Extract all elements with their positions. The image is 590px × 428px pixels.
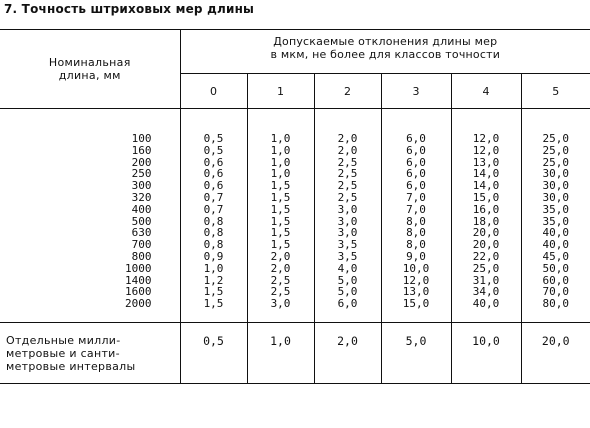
table-cell: 250 [131, 167, 152, 181]
table-cell: 3,5 [337, 238, 358, 252]
extra-value-class-3: 5,0 [381, 322, 451, 383]
class-2-column [314, 109, 381, 323]
nominal-length-header: Номинальная длина, мм [0, 30, 180, 109]
table-cell: 0,8 [203, 226, 224, 240]
table-cell: 14,0 [472, 167, 500, 181]
class-4-column [451, 109, 521, 323]
table-cell: 320 [131, 190, 152, 204]
table-cell: 500 [131, 214, 152, 228]
table-cell: 3,5 [337, 249, 358, 263]
class-header-5: 5 [521, 74, 590, 109]
table-cell: 35,0 [542, 202, 570, 216]
table-cell: 25,0 [472, 261, 500, 275]
extra-value-class-0: 0,5 [180, 322, 247, 383]
table-cell: 200 [131, 155, 152, 169]
table-cell: 4,0 [337, 261, 358, 275]
table-cell: 50,0 [542, 261, 570, 275]
table-cell: 12,0 [402, 273, 430, 287]
table-cell: 1600 [125, 285, 152, 299]
table-cell: 2000 [125, 297, 152, 311]
header-row-1 [0, 30, 590, 74]
tolerance-group-header: Допускаемые отклонения длины мер в мкм, не более для классов точности [180, 30, 590, 74]
table-cell: 70,0 [542, 285, 570, 299]
table-cell: 8,0 [406, 238, 426, 252]
table-cell: 6,0 [406, 167, 426, 181]
extra-value-class-4: 10,0 [451, 322, 521, 383]
table-cell: 30,0 [542, 190, 570, 204]
table-cell: 40,0 [542, 238, 570, 252]
table-cell: 2,5 [270, 273, 291, 287]
table-cell: 80,0 [542, 297, 570, 311]
table-cell: 0,5 [203, 143, 224, 157]
table-cell: 6,0 [406, 179, 426, 193]
table-cell: 0,6 [203, 155, 224, 169]
table-cell: 12,0 [472, 132, 500, 145]
table-cell: 2,0 [270, 261, 291, 275]
class-header-3: 3 [381, 74, 451, 109]
table-cell: 31,0 [472, 273, 500, 287]
table-cell: 15,0 [472, 190, 500, 204]
table-cell: 1,5 [270, 202, 291, 216]
table-cell: 1,5 [270, 190, 291, 204]
table-cell: 630 [131, 226, 152, 240]
table-cell: 8,0 [406, 214, 426, 228]
table-cell: 0,7 [203, 202, 224, 216]
table-cell: 100 [131, 132, 152, 145]
table-cell: 16,0 [472, 202, 500, 216]
table-cell: 20,0 [472, 238, 500, 252]
table-cell: 1,5 [203, 297, 224, 311]
table-cell: 3,0 [337, 226, 358, 240]
table-cell: 40,0 [472, 297, 500, 311]
table-cell: 10,0 [402, 261, 430, 275]
table-cell: 35,0 [542, 214, 570, 228]
table-cell: 2,5 [337, 179, 358, 193]
table-cell: 22,0 [472, 249, 500, 263]
table-cell: 2,5 [337, 190, 358, 204]
class-header-0: 0 [180, 74, 247, 109]
table-cell: 0,9 [203, 249, 224, 263]
table-cell: 1400 [125, 273, 152, 287]
table-cell: 1,2 [203, 273, 224, 287]
table-cell: 1,0 [270, 155, 291, 169]
table-cell: 8,0 [406, 226, 426, 240]
page-title: 7. Точность штриховых мер длины [4, 2, 255, 16]
table-cell: 13,0 [472, 155, 500, 169]
table-cell: 20,0 [472, 226, 500, 240]
class-0-column [180, 109, 247, 323]
table-cell: 25,0 [542, 132, 570, 145]
extra-value-class-5: 20,0 [521, 322, 590, 383]
table-cell: 0,8 [203, 214, 224, 228]
table-cell: 400 [131, 202, 152, 216]
data-block [0, 109, 590, 323]
table-cell: 3,0 [270, 297, 291, 311]
table-cell: 2,0 [337, 132, 358, 145]
table-cell: 1,5 [270, 179, 291, 193]
table-cell: 9,0 [406, 249, 426, 263]
table-cell: 2,5 [337, 167, 358, 181]
table-cell: 2,5 [270, 285, 291, 299]
table-cell: 0,7 [203, 190, 224, 204]
class-header-4: 4 [451, 74, 521, 109]
table-cell: 0,5 [203, 132, 224, 145]
table-cell: 34,0 [472, 285, 500, 299]
table-cell: 1,5 [203, 285, 224, 299]
table-cell: 1,0 [203, 261, 224, 275]
tolerance-table [0, 29, 590, 384]
table-cell: 12,0 [472, 143, 500, 157]
table-cell: 60,0 [542, 273, 570, 287]
table-cell: 30,0 [542, 179, 570, 193]
table-cell: 700 [131, 238, 152, 252]
table-cell: 1,0 [270, 167, 291, 181]
table-cell: 1,0 [270, 143, 291, 157]
nominal-column [0, 109, 180, 323]
table-cell: 45,0 [542, 249, 570, 263]
table-cell: 1,5 [270, 238, 291, 252]
table-cell: 800 [131, 249, 152, 263]
table-cell: 25,0 [542, 143, 570, 157]
class-5-column [521, 109, 590, 323]
table-cell: 2,5 [337, 155, 358, 169]
table-cell: 3,0 [337, 202, 358, 216]
extra-row [0, 322, 590, 383]
table-cell: 0,6 [203, 179, 224, 193]
table-cell: 25,0 [542, 155, 570, 169]
table-cell: 7,0 [406, 190, 426, 204]
table-cell: 13,0 [402, 285, 430, 299]
table-cell: 1,0 [270, 132, 291, 145]
table-cell: 300 [131, 179, 152, 193]
table-cell: 0,8 [203, 238, 224, 252]
table-cell: 6,0 [406, 132, 426, 145]
table-cell: 160 [131, 143, 152, 157]
extra-value-class-1: 1,0 [247, 322, 314, 383]
table-cell: 40,0 [542, 226, 570, 240]
class-1-column [247, 109, 314, 323]
table-cell: 15,0 [402, 297, 430, 311]
table-cell: 6,0 [406, 143, 426, 157]
table-cell: 0,6 [203, 167, 224, 181]
table-cell: 1000 [125, 261, 152, 275]
table-cell: 1,5 [270, 226, 291, 240]
table-cell: 3,0 [337, 214, 358, 228]
extra-row-label: Отдельные милли- метровые и санти- метровые интервалы [0, 322, 180, 383]
class-header-1: 1 [247, 74, 314, 109]
table-cell: 14,0 [472, 179, 500, 193]
table-cell: 18,0 [472, 214, 500, 228]
class-header-2: 2 [314, 74, 381, 109]
table-cell: 2,0 [337, 143, 358, 157]
table-cell: 5,0 [337, 285, 358, 299]
table-cell: 7,0 [406, 202, 426, 216]
table-cell: 5,0 [337, 273, 358, 287]
extra-value-class-2: 2,0 [314, 322, 381, 383]
table-cell: 6,0 [337, 297, 358, 311]
table-cell: 1,5 [270, 214, 291, 228]
class-3-column [381, 109, 451, 323]
table-cell: 2,0 [270, 249, 291, 263]
table-cell: 6,0 [406, 155, 426, 169]
table-cell: 30,0 [542, 167, 570, 181]
